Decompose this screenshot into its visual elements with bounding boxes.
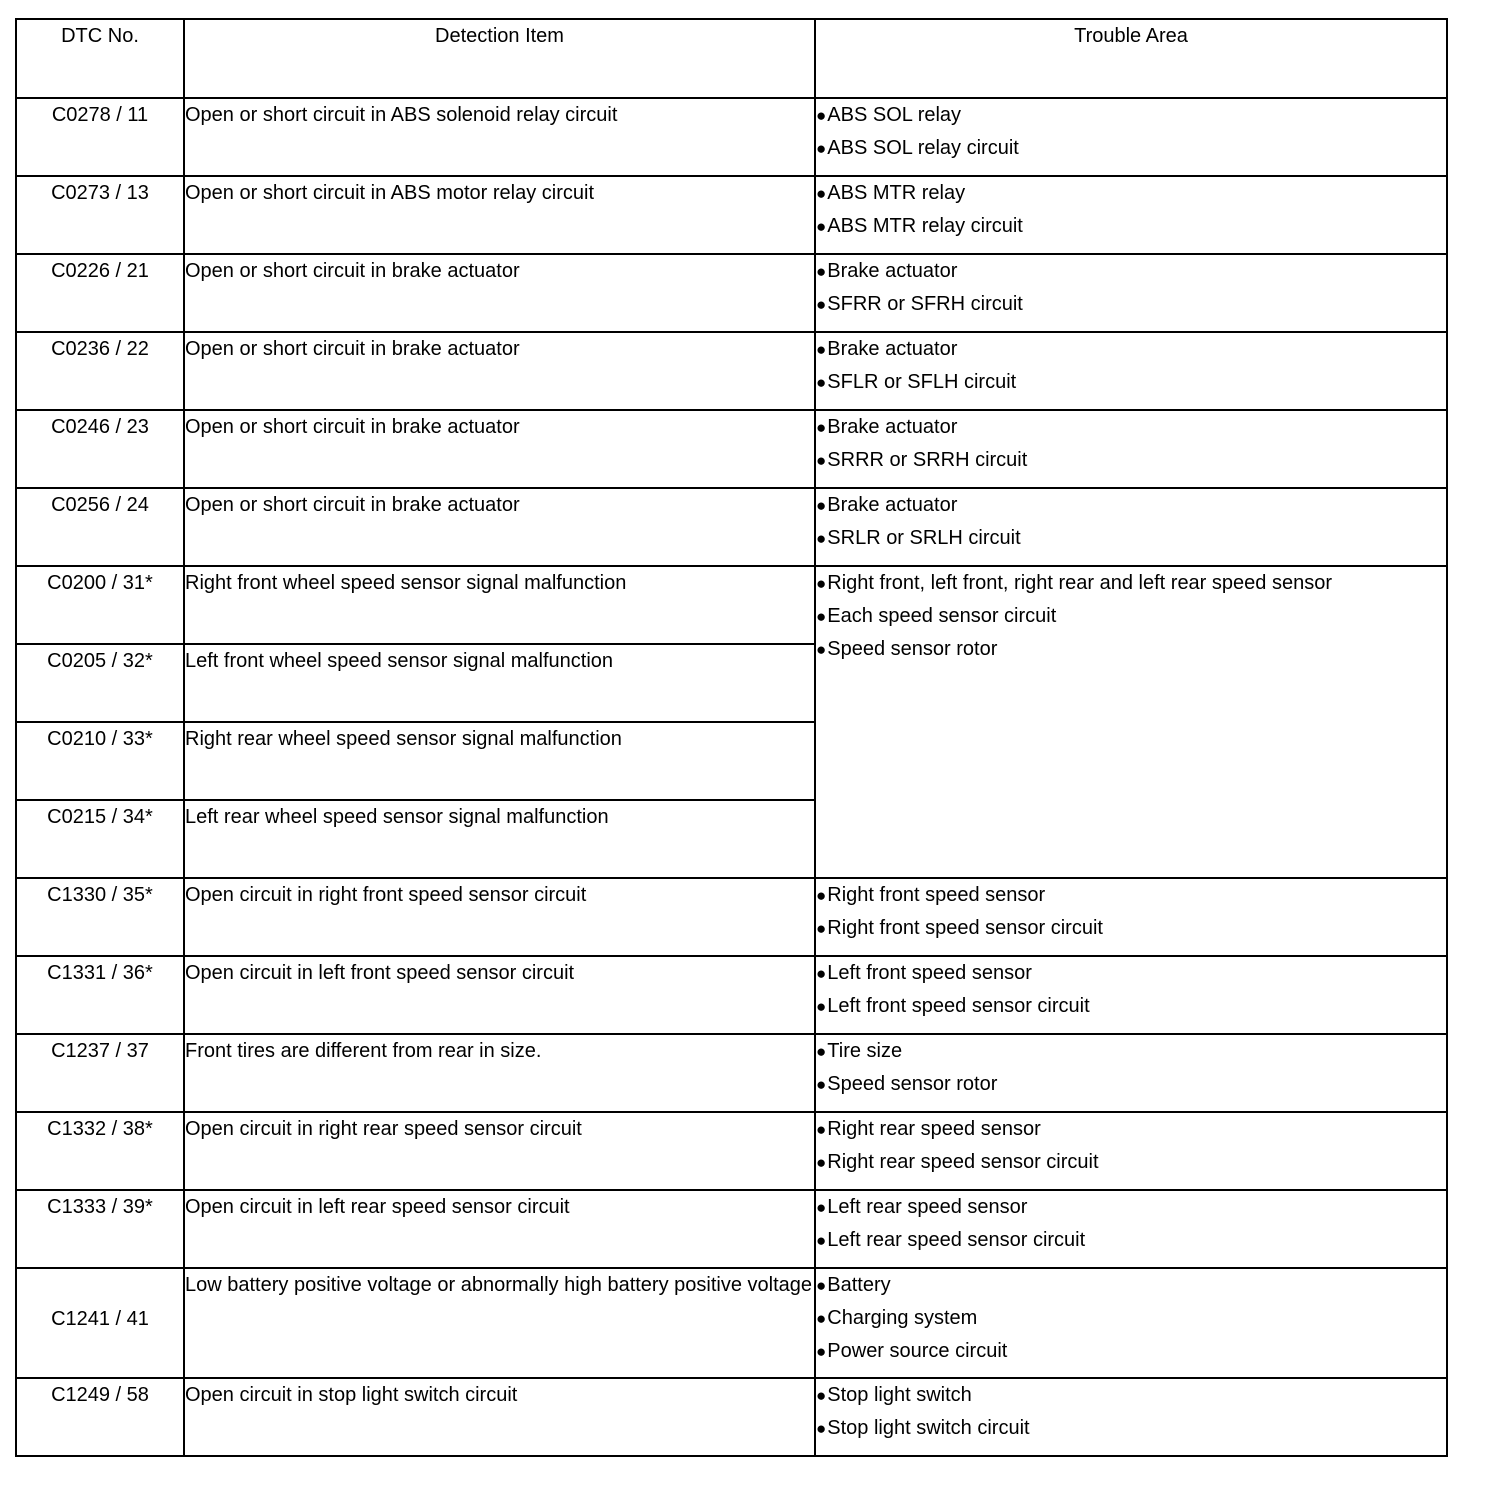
trouble-item: ● SRRR or SRRH circuit <box>816 444 1446 477</box>
detection-item: Right front wheel speed sensor signal malfunction <box>184 566 815 644</box>
trouble-item: ● Charging system <box>816 1302 1446 1335</box>
trouble-item: ● ABS SOL relay circuit <box>816 132 1446 165</box>
table-row <box>16 1112 1447 1190</box>
trouble-item: ● Tire size <box>816 1035 1446 1068</box>
table-row <box>16 332 1447 410</box>
trouble-item: ● SFRR or SFRH circuit <box>816 288 1446 321</box>
header-detection-item: Detection Item <box>184 19 815 98</box>
dtc-code: C0246 / 23 <box>16 410 184 488</box>
trouble-item: ● Each speed sensor circuit <box>816 600 1446 633</box>
detection-item: Low battery positive voltage or abnormally high battery positive voltage <box>184 1268 815 1378</box>
dtc-code: C1249 / 58 <box>16 1378 184 1456</box>
table-row <box>16 878 1447 956</box>
trouble-item: ● Power source circuit <box>816 1335 1446 1368</box>
trouble-area-merged <box>815 566 1447 878</box>
detection-item: Open or short circuit in ABS solenoid relay circuit <box>184 98 815 176</box>
detection-item: Open circuit in left front speed sensor circuit <box>184 956 815 1034</box>
trouble-item: ● ABS MTR relay circuit <box>816 210 1446 243</box>
trouble-area <box>815 1190 1447 1268</box>
dtc-code: C1332 / 38* <box>16 1112 184 1190</box>
trouble-item: ● Speed sensor rotor <box>816 1068 1446 1101</box>
detection-item: Open or short circuit in brake actuator <box>184 488 815 566</box>
trouble-item: ● SFLR or SFLH circuit <box>816 366 1446 399</box>
dtc-code: C1241 / 41 <box>16 1268 184 1378</box>
table-row <box>16 1034 1447 1112</box>
dtc-code: C1333 / 39* <box>16 1190 184 1268</box>
dtc-code: C0236 / 22 <box>16 332 184 410</box>
trouble-item: ● Left front speed sensor <box>816 957 1446 990</box>
detection-item: Left front wheel speed sensor signal malfunction <box>184 644 815 722</box>
dtc-code: C0200 / 31* <box>16 566 184 644</box>
trouble-item: ● Right rear speed sensor <box>816 1113 1446 1146</box>
dtc-table <box>15 18 1448 1457</box>
detection-item: Open circuit in left rear speed sensor circuit <box>184 1190 815 1268</box>
table-row <box>16 566 1447 644</box>
trouble-area <box>815 98 1447 176</box>
detection-item: Left rear wheel speed sensor signal malfunction <box>184 800 815 878</box>
trouble-item: ● Stop light switch circuit <box>816 1412 1446 1445</box>
detection-item: Front tires are different from rear in size. <box>184 1034 815 1112</box>
trouble-item: ● Left rear speed sensor circuit <box>816 1224 1446 1257</box>
trouble-area <box>815 1034 1447 1112</box>
dtc-code: C0273 / 13 <box>16 176 184 254</box>
trouble-area <box>815 1268 1447 1378</box>
trouble-area <box>815 1112 1447 1190</box>
table-row <box>16 254 1447 332</box>
detection-item: Open circuit in right rear speed sensor circuit <box>184 1112 815 1190</box>
trouble-area <box>815 956 1447 1034</box>
trouble-item: ● Right front speed sensor <box>816 879 1446 912</box>
trouble-item: ● Brake actuator <box>816 411 1446 444</box>
table-row <box>16 1268 1447 1378</box>
table-row <box>16 488 1447 566</box>
header-row <box>16 19 1447 98</box>
trouble-area <box>815 176 1447 254</box>
dtc-code: C1330 / 35* <box>16 878 184 956</box>
trouble-item: ● Right front, left front, right rear and left rear speed sensor <box>816 567 1446 600</box>
header-trouble-area: Trouble Area <box>815 19 1447 98</box>
dtc-code: C0215 / 34* <box>16 800 184 878</box>
table-row <box>16 410 1447 488</box>
trouble-area <box>815 488 1447 566</box>
trouble-area <box>815 410 1447 488</box>
dtc-code: C0226 / 21 <box>16 254 184 332</box>
table-row <box>16 176 1447 254</box>
trouble-item: ● Speed sensor rotor <box>816 633 1446 666</box>
dtc-code: C1331 / 36* <box>16 956 184 1034</box>
dtc-code: C1237 / 37 <box>16 1034 184 1112</box>
trouble-item: ● Left rear speed sensor <box>816 1191 1446 1224</box>
detection-item: Open circuit in stop light switch circuit <box>184 1378 815 1456</box>
trouble-area <box>815 332 1447 410</box>
trouble-area <box>815 1378 1447 1456</box>
trouble-item: ● Stop light switch <box>816 1379 1446 1412</box>
dtc-code: C0256 / 24 <box>16 488 184 566</box>
detection-item: Right rear wheel speed sensor signal malfunction <box>184 722 815 800</box>
detection-item: Open or short circuit in brake actuator <box>184 410 815 488</box>
dtc-code: C0210 / 33* <box>16 722 184 800</box>
trouble-item: ● SRLR or SRLH circuit <box>816 522 1446 555</box>
header-dtc-no: DTC No. <box>16 19 184 98</box>
table-row <box>16 1190 1447 1268</box>
detection-item: Open circuit in right front speed sensor circuit <box>184 878 815 956</box>
dtc-code: C0278 / 11 <box>16 98 184 176</box>
trouble-item: ● Left front speed sensor circuit <box>816 990 1446 1023</box>
trouble-item: ● Right rear speed sensor circuit <box>816 1146 1446 1179</box>
table-row <box>16 956 1447 1034</box>
detection-item: Open or short circuit in ABS motor relay circuit <box>184 176 815 254</box>
trouble-item: ● Brake actuator <box>816 255 1446 288</box>
detection-item: Open or short circuit in brake actuator <box>184 254 815 332</box>
dtc-code: C0205 / 32* <box>16 644 184 722</box>
detection-item: Open or short circuit in brake actuator <box>184 332 815 410</box>
trouble-item: ● Battery <box>816 1269 1446 1302</box>
trouble-item: ● Right front speed sensor circuit <box>816 912 1446 945</box>
trouble-item: ● ABS SOL relay <box>816 99 1446 132</box>
trouble-item: ● Brake actuator <box>816 489 1446 522</box>
trouble-area <box>815 254 1447 332</box>
table-row <box>16 1378 1447 1456</box>
trouble-item: ● ABS MTR relay <box>816 177 1446 210</box>
table-row <box>16 98 1447 176</box>
trouble-item: ● Brake actuator <box>816 333 1446 366</box>
trouble-area <box>815 878 1447 956</box>
